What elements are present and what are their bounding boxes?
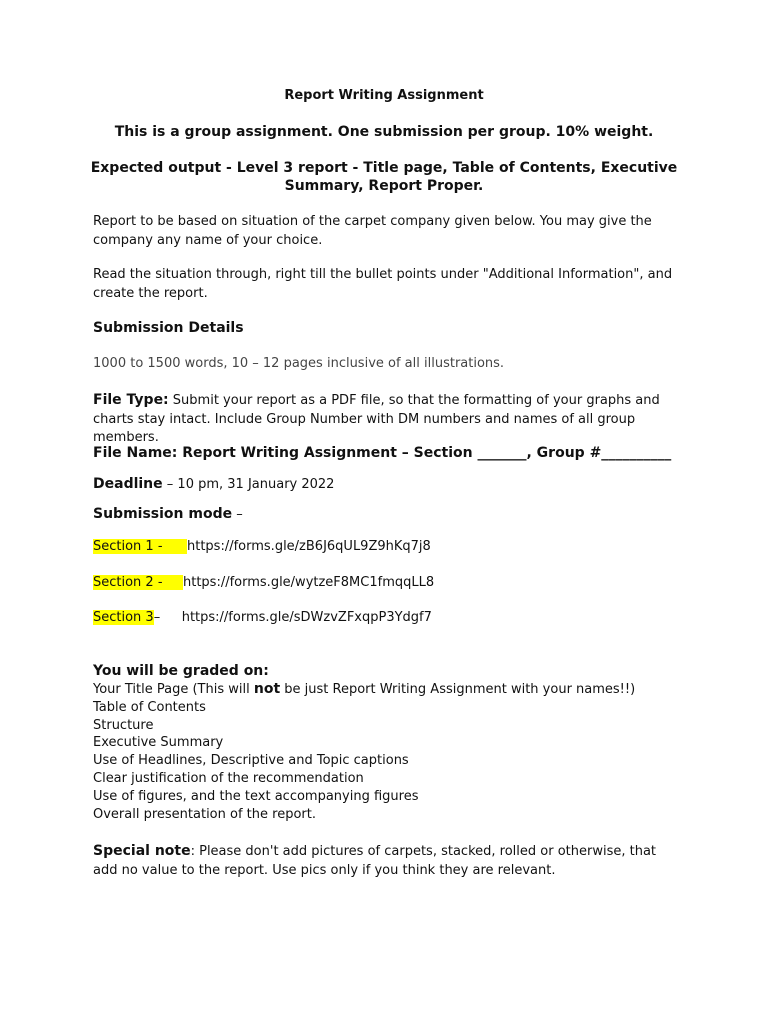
section-2-row (93, 575, 434, 590)
expected-output-line-2: Summary, Report Proper. (284, 178, 484, 194)
list-item: Table of Contents (93, 699, 206, 715)
section-3-link[interactable]: https://forms.gle/sDWzvZFxqpP3Ydgf7 (181, 610, 432, 625)
graded-item-emphasis: not (253, 681, 281, 697)
file-type-label: File Type: (93, 392, 169, 408)
section-3-separator: – (153, 610, 161, 625)
intro-paragraph-1: Report to be based on situation of the carpet company given below. You may give the company any name of your choice. (93, 214, 652, 248)
special-note-text: : Please don't add pictures of carpets, stacked, rolled or otherwise, that add no value to the report. Use pics only if you think they are relevant. (93, 844, 657, 878)
list-item: Executive Summary (93, 735, 224, 751)
list-item: Overall presentation of the report. (93, 806, 316, 822)
list-item: Clear justification of the recommendation (93, 770, 364, 786)
section-1-label: Section 1 - (93, 539, 187, 554)
deadline-line (93, 473, 334, 492)
submission-details-heading: Submission Details (93, 320, 244, 336)
file-type-text: Submit your report as a PDF file, so that the formatting of your graphs and charts stay intact. Include Group Number with DM numbers and names of all group members. (93, 393, 660, 445)
section-3-row (93, 610, 432, 625)
special-note-paragraph (93, 842, 683, 880)
special-note-label: Special note (93, 843, 191, 859)
section-3-label: Section 3 (93, 610, 154, 625)
graded-item-text: be just Report Writing Assignment with your names!!) (280, 682, 636, 697)
graded-item-text: Your Title Page (This will (93, 682, 254, 697)
section-1-row (93, 539, 431, 554)
file-type-paragraph (93, 391, 683, 448)
graded-heading: You will be graded on: (93, 663, 269, 679)
list-item: Use of figures, and the text accompanying figures (93, 788, 419, 804)
deadline-text: – 10 pm, 31 January 2022 (162, 477, 335, 492)
submission-mode-label: Submission mode (93, 506, 233, 522)
submission-mode-line (93, 503, 243, 522)
word-count-line: 1000 to 1500 words, 10 – 12 pages inclusive of all illustrations. (93, 356, 505, 371)
list-item: Structure (93, 717, 154, 733)
deadline-label: Deadline (93, 476, 163, 492)
section-1-link[interactable]: https://forms.gle/zB6J6qUL9Z9hKq7j8 (187, 539, 431, 554)
file-name-line: File Name: Report Writing Assignment – Section _______, Group #__________ (93, 445, 672, 461)
section-2-label: Section 2 - (93, 575, 183, 590)
graded-item-title-page (93, 681, 635, 699)
intro-paragraph-2: Read the situation through, right till the bullet points under "Additional Information", and create the report. (93, 267, 673, 301)
graded-list (93, 681, 635, 823)
expected-output-line-1: Expected output - Level 3 report - Title page, Table of Contents, Executive (90, 160, 678, 176)
group-assignment-line: This is a group assignment. One submission per group. 10% weight. (114, 124, 654, 140)
submission-mode-dash: – (232, 507, 243, 522)
document-title: Report Writing Assignment (284, 88, 484, 103)
section-2-link[interactable]: https://forms.gle/wytzeF8MC1fmqqLL8 (183, 575, 435, 590)
list-item: Use of Headlines, Descriptive and Topic captions (93, 753, 409, 769)
